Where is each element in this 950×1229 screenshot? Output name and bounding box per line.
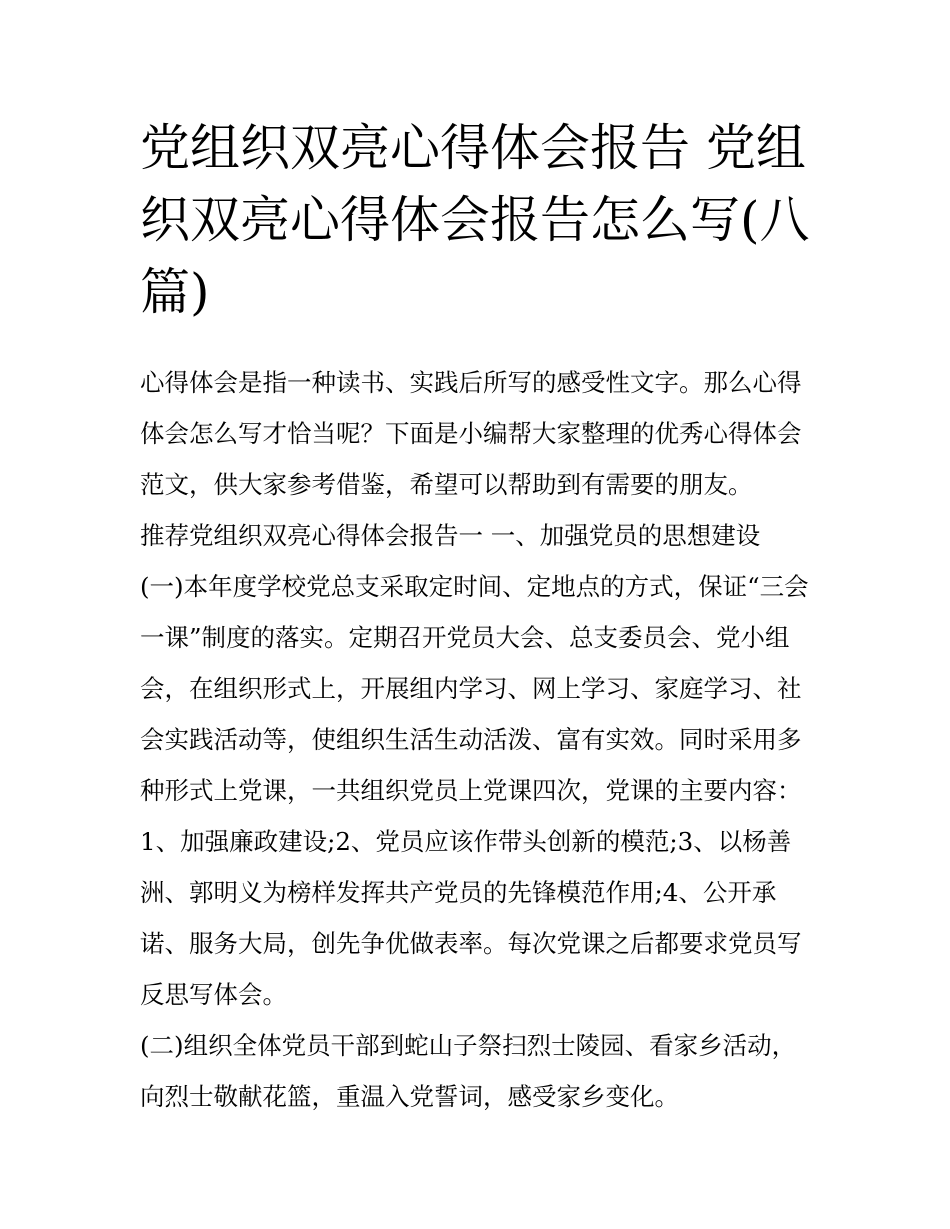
document-body — [140, 357, 820, 1122]
body-paragraph-2: (二)组织全体党员干部到蛇山子祭扫烈士陵园、看家乡活动，向烈士敬献花篮，重温入党誓词，感受家乡变化。 — [140, 1031, 797, 1111]
document-title: 党组织双亮心得体会报告 党组织双亮心得体会报告怎么写(八篇) — [140, 119, 810, 321]
body-paragraph-1: (一)本年度学校党总支采取定时间、定地点的方式，保证“三会一课”制度的落实。定期召开党员大会、总支委员会、党小组会，在组织形式上，开展组内学习、网上学习、家庭学习、社会实践活动等，使组织生活生动活泼、富有实效。同时采用多种形式上党课，一共组织党员上党课四次，党课的主要内容：1、加强廉政建设;2、党员应该作带头创新的模范;3、以杨善洲、郭明义为榜样发挥共产党员的先锋模范作用;4、公开承诺、服务大局，创先争优做表率。每次党课之后都要求党员写反思写体会。 — [140, 572, 809, 1009]
intro-paragraph: 心得体会是指一种读书、实践后所写的感受性文字。那么心得体会怎么写才恰当呢？下面是小编帮大家整理的优秀心得体会范文，供大家参考借鉴，希望可以帮助到有需要的朋友。 — [140, 368, 802, 499]
section-heading: 推荐党组织双亮心得体会报告一 一、加强党员的思想建设 — [140, 521, 761, 550]
